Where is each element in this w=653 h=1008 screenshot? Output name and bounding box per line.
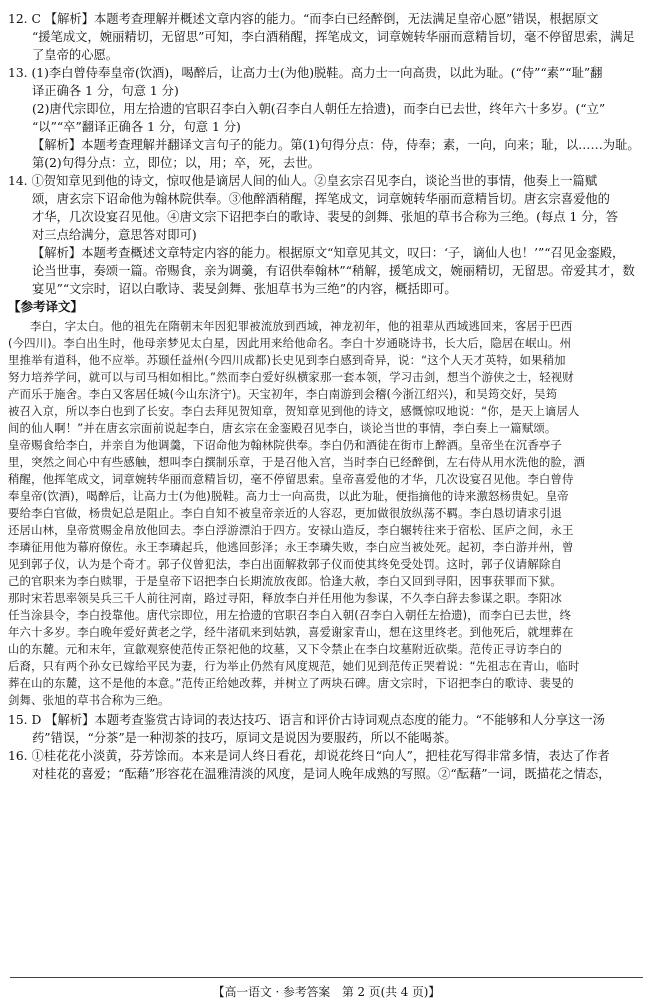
q12-line-1: 12. C 【解析】本题考查理解并概述文章内容的能力。“而李白已经醉倒，无法满足皇帝心愿”错误，根据原文: [8, 12, 599, 26]
translation-line: 里，突然之间心中有些感触，想叫李白撰制乐章，于是召他入宫，当时李白已经醉倒，左右侍从用水洗他的脸，酒: [8, 455, 586, 469]
translation-line: 葬在山的东麓，这不是他的本意。”范传正给她改葬，并树立了两块石碑。唐文宗时，下诏把李白的歌诗、裴旻的: [8, 676, 574, 690]
q16-line-2: 对桂花的喜爱；“酝藉”形容花在温雅清淡的风度，是词人晚年成熟的写照。②“酝藉”一词，既描花之情态，: [32, 767, 611, 781]
translation-line: 皇帝赐食给李白，并亲自为他调羹，下诏命他为翰林院供奉。李白仍和酒徒在街市上醉酒。皇帝坐在沉香亭子: [8, 438, 562, 452]
q13-line-1: 13. (1)李白曾侍奉皇帝(饮酒)，喝醉后，让高力士(为他)脱鞋。高力士一向高贵，以此为耻。(“侍”“素”“耻”翻: [8, 66, 603, 80]
translation-line: 李璘征用他为幕府僚佐。永王李璘起兵，他逃回彭泽；永王李璘失败，李白应当被处死。起初，李白游并州，曾: [8, 540, 574, 554]
reference-translation-heading: 【参考译文】: [8, 299, 84, 314]
translation-line: (今四川)。李白出生时，他母亲梦见太白星，因此用来给他命名。李白十岁通晓诗书，长大后，隐居在岷山。州: [8, 336, 572, 350]
q14-line-2: 颂，唐玄宗下诏命他为翰林院供奉。③他醉酒稍醒，挥笔成文，词章婉转华丽而意精旨切。唐玄宗喜爱他的: [32, 192, 610, 206]
translation-line: 要给李白官做，杨贵妃总是阻止。李白自知不被皇帝亲近的人容忍，更加做很放纵荡不羁。李白恳切请求引退: [8, 506, 562, 520]
q13-analysis-line-1: 【解析】本题考查理解并翻译文言句子的能力。第(1)句得分点：侍，侍奉；素，一向，向来；耻，以……为耻。: [32, 138, 640, 152]
footer-divider: [10, 977, 643, 978]
q14-analysis-line-2: 论当世事，奏颂一篇。帝赐食，亲为调羹，有诏供奉翰林”“稍解，援笔成文，婉丽精切，无留思。帝爱其才，数: [32, 264, 635, 278]
translation-line: 努力培养学问，就可以与司马相如相比。”然而李白爱好纵横家那一套本领，学习击剑，想当个游侠之士，轻视财: [8, 370, 574, 384]
translation-line: 李白，字太白。他的祖先在隋朝末年因犯罪被流放到西域，神龙初年，他的祖辈从西域逃回来，客居于巴西: [30, 319, 573, 333]
q12-line-3: 了皇帝的心愿。: [32, 48, 119, 62]
q15-line-1: 15. D 【解析】本题考查鉴赏古诗词的表达技巧、语言和评价古诗词观点态度的能力。“不能够和人分享这一汤: [8, 713, 605, 727]
q13-line-4: “以”“卒”翻译正确各 1 分，句意 1 分): [32, 120, 241, 134]
translation-line: 稍醒，他挥笔成文，词章婉转华丽而意精旨切，毫不停留思索。皇帝喜爱他的才华，几次设宴召见他。李白曾侍: [8, 472, 574, 486]
q14-line-1: 14. ①贺知章见到他的诗文，惊叹他是谪居人间的仙人。②皇玄宗召见李白，谈论当世的事情，他奏上一篇赋: [8, 174, 598, 188]
translation-line: 产而乐于施舍。李白又客居任城(今山东济宁)。天宝初年，李白南游到会稽(今浙江绍兴)，和吴筠交好，吴筠: [8, 387, 558, 401]
translation-line: 被召入京，所以李白也到了长安。李白去拜见贺知章，贺知章见到他的诗文，感慨惊叹地说：“你，是天上谪居人: [8, 404, 580, 418]
translation-line: 还居山林，皇帝赏赐金帛放他回去。李白浮游漂泊于四方。安禄山造反，李白辗转往来于宿松、匡庐之间，永王: [8, 523, 574, 537]
q14-analysis-line-1: 【解析】本题考查概述文章特定内容的能力。根据原文“知章见其文，叹曰：‘子，谪仙人也！’”“召见金銮殿，: [32, 246, 625, 260]
translation-line: 间的仙人啊！”并在唐玄宗面前说起李白，唐玄宗在金銮殿召见李白，谈论当世的事情，李白奏上一篇赋颂。: [8, 421, 557, 435]
q15-line-2: 药”错误，“分茶”是一种沏茶的技巧，原词文是说因为要服药，所以不能喝茶。: [32, 731, 457, 745]
q13-line-3: (2)唐代宗即位，用左拾遗的官职召李白入朝(召李白人朝任左拾遗)，而李白已去世，终年六十多岁。(“立”: [32, 102, 606, 116]
translation-line: 山的东麓。元和末年，宣歙观察使范传正祭祀他的坟墓，又下令禁止在李白坟墓附近砍柴。范传正寻访李白的: [8, 642, 562, 656]
translation-line: 年六十多岁。李白晚年爱好黄老之学，经牛渚矶来到姑孰，喜爱谢家青山，想在这里终老。到他死后，就埋葬在: [8, 625, 574, 639]
translation-line: 里推举有道科，他不应举。苏颋任益州(今四川成都)长史见到李白感到奇异，说：“这个人天才英特，如果稍加: [8, 353, 566, 367]
q12-line-2: “援笔成文，婉丽精切，无留思”可知，李白酒稍醒，挥笔成文，词章婉转华丽而意精旨切，毫不停留思索，满足: [32, 30, 635, 44]
translation-line: 奉皇帝(饮酒)，喝醉后，让高力士(为他)脱鞋。高力士一向高贵，以此为耻，便指摘他的诗来激怒杨贵妃。皇帝: [8, 489, 569, 503]
q14-line-4: 对三点给满分，意思答对即可): [32, 228, 197, 242]
q13-analysis-line-2: 第(2)句得分点：立，即位；以，用；卒，死，去世。: [32, 156, 320, 170]
q13-line-2: 译正确各 1 分，句意 1 分): [32, 84, 179, 98]
translation-line: 见到郭子仪，认为是个奇才。郭子仪曾犯法，李白出面解救郭子仪而使其终免受处罚。这时，郭子仪请解除自: [8, 557, 562, 571]
q14-analysis-line-3: 宴见”“文宗时，诏以白歌诗、裴旻剑舞、张旭草书为三绝”的内容，概括即可。: [32, 282, 457, 296]
q14-line-3: 才华，几次设宴召见他。④唐文宗下诏把李白的歌诗、裴旻的剑舞、张旭的草书合称为三绝。(每点 1 分，答: [32, 210, 619, 224]
translation-line: 己的官职来为李白赎罪，于是皇帝下诏把李白长期流放夜郎。恰逢大赦，李白又回到寻阳，因事获罪而下狱。: [8, 574, 562, 588]
page-footer: 【高一语文 · 参考答案 第 2 页(共 4 页)】: [212, 985, 441, 999]
q16-line-1: 16. ①桂花花小淡黄，芬芳馀而。本来是词人终日看花，却说花终日“向人”，把桂花写得非常多情，表达了作者: [8, 749, 610, 763]
translation-line: 任当涂县令，李白投靠他。唐代宗即位，用左拾遗的官职召李白入朝(召李白入朝任左拾遗)，而李白已去世，终: [8, 608, 572, 622]
translation-line: 后裔，只有两个孙女已嫁给平民为妻，行为举止仍然有风度规范，她们见到范传正哭着说：“先祖志在青山，临时: [8, 659, 580, 673]
translation-line: 那时宋若思率领吴兵三千人前往河南，路过寻阳，释放李白并任用他为参谋，不久李白辞去参谋之职。李阳冰: [8, 591, 562, 605]
translation-line: 剑舞、张旭的草书合称为三绝。: [8, 693, 170, 707]
